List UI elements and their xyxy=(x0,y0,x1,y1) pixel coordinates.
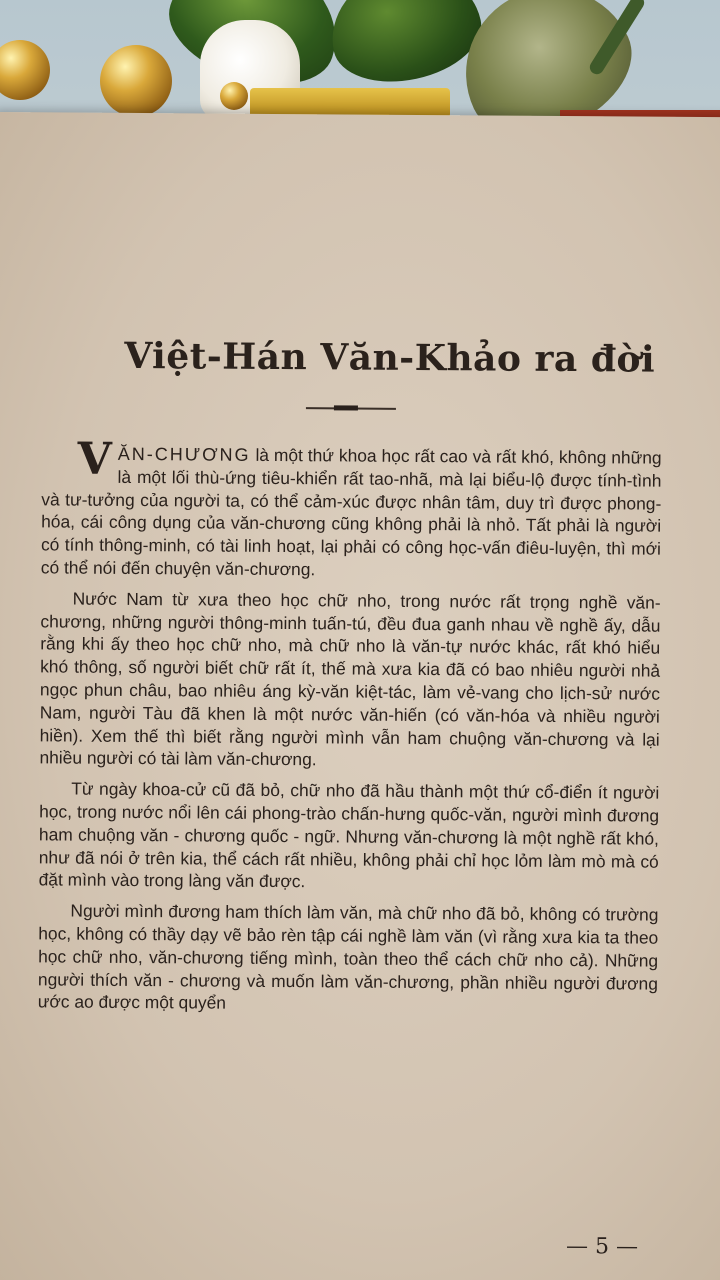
page-number: — 5 — xyxy=(566,1234,639,1260)
book-page xyxy=(0,112,720,1280)
gold-ornament xyxy=(220,82,248,110)
body-text xyxy=(37,433,662,1025)
paragraph-4: Người mình đương ham thích làm văn, mà chữ nho đã bỏ, không có trường học, không có thầy dạy vẽ bảo rèn tập cái nghề làm văn (vì rằng xưa kia ta theo học chữ nho, văn-chương tiếng mình, toàn theo thể cách chữ nho cả). Những người thích văn - chương và muốn làm văn-chương, phần nhiều người đương ước ao được một quyển xyxy=(37,900,659,1013)
lead-word: ĂN-CHƯƠNG xyxy=(117,443,251,465)
chapter-title: Việt-Hán Văn-Khảo ra đời xyxy=(124,334,656,381)
paragraph-2: Nước Nam từ xưa theo học chữ nho, trong nước rất trọng nghề văn-chương, những người thông-minh tuấn-tú, đều đua ganh nhau về nghề ấy, dẫu rằng khi ấy theo học chữ nho, mà chữ nho là văn-tự nước khác, rất khó hiểu khó thông, số người biết chữ rất ít, thế mà xưa kia đã có bao nhiêu người nhả ngọc phun châu, bao nhiêu áng kỳ-văn kiệt-tác, làm vẻ-vang cho lịch-sử nước Nam, người Tàu đã khen là một nước văn-hiến (có văn-hóa và nhiều người hiền). Xem thế thì biết rằng người mình vẫn ham chuộng văn-chương và lại nhiều người có tài làm văn-chương. xyxy=(39,588,661,770)
plant-leaf xyxy=(320,0,490,94)
drop-cap: V xyxy=(77,433,112,485)
paragraph-3: Từ ngày khoa-cử cũ đã bỏ, chữ nho đã hầu thành một thứ cổ-điển ít người học, trong nước nổi lên cái phong-trào chấn-hưng quốc-văn, người mình đương ham chuộng văn - chương quốc - ngữ. Nhưng văn-chương là một nghề rất khó, như đã nói ở trên kia, thể cách rất nhiều, không phải chỉ học lỏm làm mò mà có đặt mình vào trong làng văn được. xyxy=(38,778,660,892)
gold-ornament xyxy=(100,45,172,117)
gold-ornament xyxy=(0,40,50,100)
title-divider-center xyxy=(334,405,358,410)
paragraph-1 xyxy=(40,433,662,583)
paragraph-1-text: là một thứ khoa học rất cao và rất khó, không những là một lối thù-ứng tiêu-khiển rất tao-nhã, mà lại biểu-lộ được tính-tình và tư-tưởng của người ta, có thể cảm-xúc được nhân tâm, duy trì được phong-hóa, cái công dụng của văn-chương cũng không phải là nhỏ. Tất phải là người có tính thông-minh, có tài linh hoạt, lại phải có công học-vấn điêu-luyện, thì mới có thể nói đến chuyện văn-chương. xyxy=(40,444,662,580)
